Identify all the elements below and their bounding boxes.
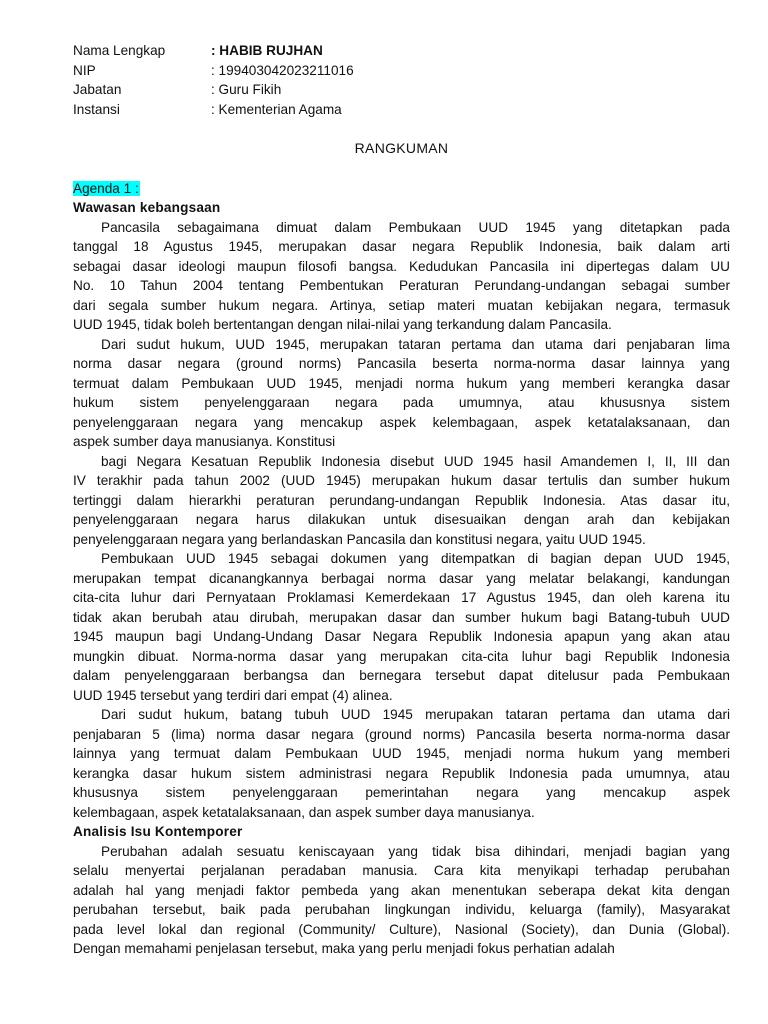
identity-block [73, 41, 730, 119]
paragraph-line: No. 10 Tahun 2004 tentang Pembentukan Peraturan Perundang-undangan sebagai sumber [73, 278, 730, 293]
paragraph-line: bagi Negara Kesatuan Republik Indonesia disebut UUD 1945 hasil Amandemen I, II, III dan [101, 453, 730, 469]
instansi-label: Instansi [73, 101, 120, 117]
paragraph [73, 218, 730, 335]
paragraph-line: kelembagaan, aspek ketatalaksanaan, dan aspek sumber daya manusianya. [73, 804, 535, 820]
paragraph-line: lainnya yang termuat dalam Pembukaan UUD 1945, menjadi norma hukum yang memberi [73, 746, 730, 761]
agenda-highlight: Agenda 1 : [73, 180, 139, 196]
paragraph-line: tanggal 18 Agustus 1945, merupakan dasar negara Republik Indonesia, baik dalam arti [73, 239, 730, 254]
jabatan-value: : Guru Fikih [211, 82, 282, 97]
paragraph-line: pada level lokal dan regional (Community/ Culture), Nasional (Society), dan Dunia (Global). [73, 921, 730, 937]
paragraph-line: penyelenggaraan negara yang berlandaskan Pancasila dan konstitusi negara, yaitu UUD 1945. [73, 531, 646, 547]
section-heading-wawasan: Wawasan kebangsaan [73, 200, 221, 215]
paragraph-line: penyelenggaraan negara yang mencakup aspek kelembagaan, aspek ketatalaksanaan, dan [73, 414, 730, 430]
paragraph-line: Dari sudut hukum, UUD 1945, merupakan tataran pertama dan utama dari penjabaran lima [101, 336, 730, 352]
paragraph-line: penyelenggaraan negara harus dilakukan untuk disesuaikan dengan arah dan kebijakan [73, 512, 730, 527]
meta-row-jabatan [73, 80, 730, 100]
name-label: Nama Lengkap [73, 43, 166, 58]
paragraph [73, 842, 730, 959]
paragraph-line: Pancasila sebagaimana dimuat dalam Pembukaan UUD 1945 yang ditetapkan pada [101, 219, 730, 235]
section-body-isu-kontemporer [73, 842, 730, 959]
agenda-label [73, 179, 730, 199]
paragraph-line: tidak akan berubah atau dirubah, merupakan dasar dan sumber hukum bagi Batang-tubuh UUD [73, 609, 730, 625]
paragraph-line: IV terakhir pada tahun 2002 (UUD 1945) merupakan hukum dasar tertulis dan sumber hukum [73, 473, 730, 488]
paragraph-line: hukum sistem penyelenggaraan negara pada umumnya, atau khususnya sistem [73, 395, 730, 410]
paragraph-line: perubahan tersebut, baik pada perubahan lingkungan individu, keluarga (family), Masyarakat [73, 902, 730, 917]
paragraph [73, 549, 730, 705]
meta-row-nip [73, 61, 730, 81]
paragraph-line: aspek sumber daya manusianya. Konstitusi [73, 434, 336, 449]
section-heading-isu-kontemporer: Analisis Isu Kontemporer [73, 824, 243, 839]
section-body-wawasan [73, 218, 730, 823]
paragraph-line: termuat dalam Pembukaan UUD 1945, menjadi norma hukum yang memberi kerangka dasar [73, 375, 730, 391]
paragraph-line: dalam penyelenggaraan berbangsa dan bernegara tersebut dapat ditelusur pada Pembukaan [73, 668, 730, 683]
paragraph-line: penjabaran 5 (lima) norma dasar negara (ground norms) Pancasila beserta norma-norma dasar [73, 726, 730, 742]
paragraph [73, 705, 730, 822]
jabatan-label: Jabatan [73, 82, 122, 97]
paragraph-line: 1945 maupun bagi Undang-Undang Dasar Negara Republik Indonesia apapun yang akan atau [73, 629, 730, 644]
paragraph-line: tertinggi dalam hierarkhi peraturan perundang-undangan Republik Indonesia. Atas dasar itu, [73, 492, 730, 508]
paragraph-line: adalah hal yang menjadi faktor pembeda yang akan menentukan seberapa dekat kita dengan [73, 882, 730, 898]
document-title: RANGKUMAN [354, 140, 449, 156]
paragraph-line: UUD 1945 tersebut yang terdiri dari empat (4) alinea. [73, 687, 393, 703]
paragraph-line: merupakan tempat dicanangkannya berbagai norma dasar yang melatar belakangi, kandungan [73, 570, 730, 586]
paragraph-line: kerangka dasar hukum sistem administrasi negara Republik Indonesia pada umumnya, atau [73, 765, 730, 781]
paragraph-line: Dengan memahami penjelasan tersebut, maka yang perlu menjadi fokus perhatian adalah [73, 941, 615, 956]
paragraph-line: mungkin dibuat. Norma-norma dasar yang merupakan cita-cita luhur bagi Republik Indonesia [73, 648, 730, 664]
nip-label: NIP [73, 62, 96, 78]
paragraph-line: dari segala sumber hukum negara. Artinya, setiap materi muatan kebijakan negara, termasuk [73, 297, 730, 313]
paragraph-line: Dari sudut hukum, batang tubuh UUD 1945 merupakan tataran pertama dan utama dari [101, 707, 730, 722]
paragraph-line: Perubahan adalah sesuatu keniscayaan yang tidak bisa dihindari, menjadi bagian yang [101, 843, 730, 859]
document-content [73, 41, 730, 959]
meta-row-instansi [73, 100, 730, 120]
name-value: : HABIB RUJHAN [211, 43, 323, 58]
paragraph-line: cita-cita luhur dari Pernyataan Proklamasi Kemerdekaan 17 Agustus 1945, dan oleh karena itu [73, 590, 730, 605]
paragraph-line: sebagai dasar ideologi maupun filosofi bangsa. Kedudukan Pancasila ini dipertegas dalam UU [73, 258, 730, 274]
paragraph-line: norma dasar negara (ground norms) Pancasila beserta norma-norma dasar lainnya yang [73, 356, 730, 371]
paragraph [73, 452, 730, 550]
nip-value: : 199403042023211016 [211, 62, 354, 78]
instansi-value: : Kementerian Agama [211, 101, 342, 117]
meta-row-name [73, 41, 730, 61]
paragraph [73, 335, 730, 452]
paragraph-line: khususnya sistem penyelenggaraan pemerintahan negara yang mencakup aspek [73, 785, 730, 800]
paragraph-line: UUD 1945, tidak boleh bertentangan dengan nilai-nilai yang terkandung dalam Pancasila. [73, 317, 612, 332]
paragraph-line: Pembukaan UUD 1945 sebagai dokumen yang ditempatkan di bagian depan UUD 1945, [101, 551, 730, 566]
paragraph-line: selalu menyertai perjalanan peradaban manusia. Cara kita menyikapi terhadap perubahan [73, 863, 730, 878]
